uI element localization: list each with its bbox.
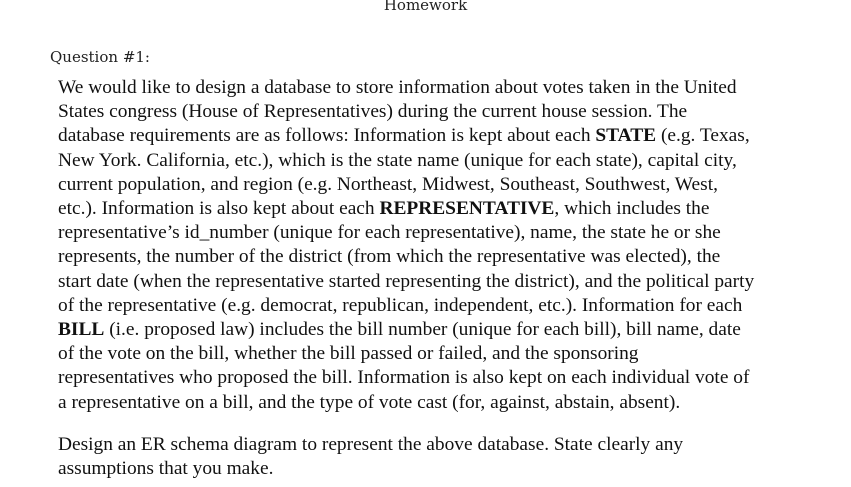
text-line: representative’s id_number (unique for each representative), name, the state he or she xyxy=(58,222,721,244)
text-run: , which includes the xyxy=(554,198,710,220)
text-line xyxy=(58,318,838,342)
text-run: etc.). Information is also kept about each xyxy=(58,198,380,220)
text-line xyxy=(58,197,838,221)
text-line: a representative on a bill, and the type of vote cast (for, against, abstain, absent). xyxy=(58,391,681,413)
text-line: New York. California, etc.), which is the state name (unique for each state), capital city, xyxy=(58,149,737,171)
page-title: Homework xyxy=(383,0,468,14)
text-line: assumptions that you make. xyxy=(58,458,274,480)
text-line: We would like to design a database to store information about votes taken in the United xyxy=(58,77,737,98)
text-line: of the representative (e.g. democrat, republican, independent, etc.). Information for each xyxy=(58,294,743,316)
entity-bill: BILL xyxy=(58,319,105,341)
text-line xyxy=(58,124,838,148)
question-label: Question #1: xyxy=(50,48,150,66)
text-run: (i.e. proposed law) includes the bill number (unique for each bill), bill name, date xyxy=(104,319,741,341)
entity-state: STATE xyxy=(595,125,657,147)
text-run: (e.g. Texas, xyxy=(656,125,750,147)
text-line: current population, and region (e.g. Northeast, Midwest, Southeast, Southwest, West, xyxy=(58,173,718,195)
text-line: States congress (House of Representatives) during the current house session. The xyxy=(58,101,688,123)
text-line: represents, the number of the district (from which the representative was elected), the xyxy=(58,246,721,268)
text-line: of the vote on the bill, whether the bill passed or failed, and the sponsoring xyxy=(58,343,639,365)
text-run: database requirements are as follows: Information is kept about each xyxy=(58,125,596,147)
text-line: Design an ER schema diagram to represent the above database. State clearly any xyxy=(58,433,684,455)
question-paragraph xyxy=(58,76,838,415)
text-line: start date (when the representative started representing the district), and the political party xyxy=(58,270,755,292)
text-line: representatives who proposed the bill. Information is also kept on each individual vote of xyxy=(58,367,750,389)
question-body xyxy=(58,76,838,481)
task-paragraph xyxy=(58,433,838,481)
entity-representative: REPRESENTATIVE xyxy=(379,198,555,220)
